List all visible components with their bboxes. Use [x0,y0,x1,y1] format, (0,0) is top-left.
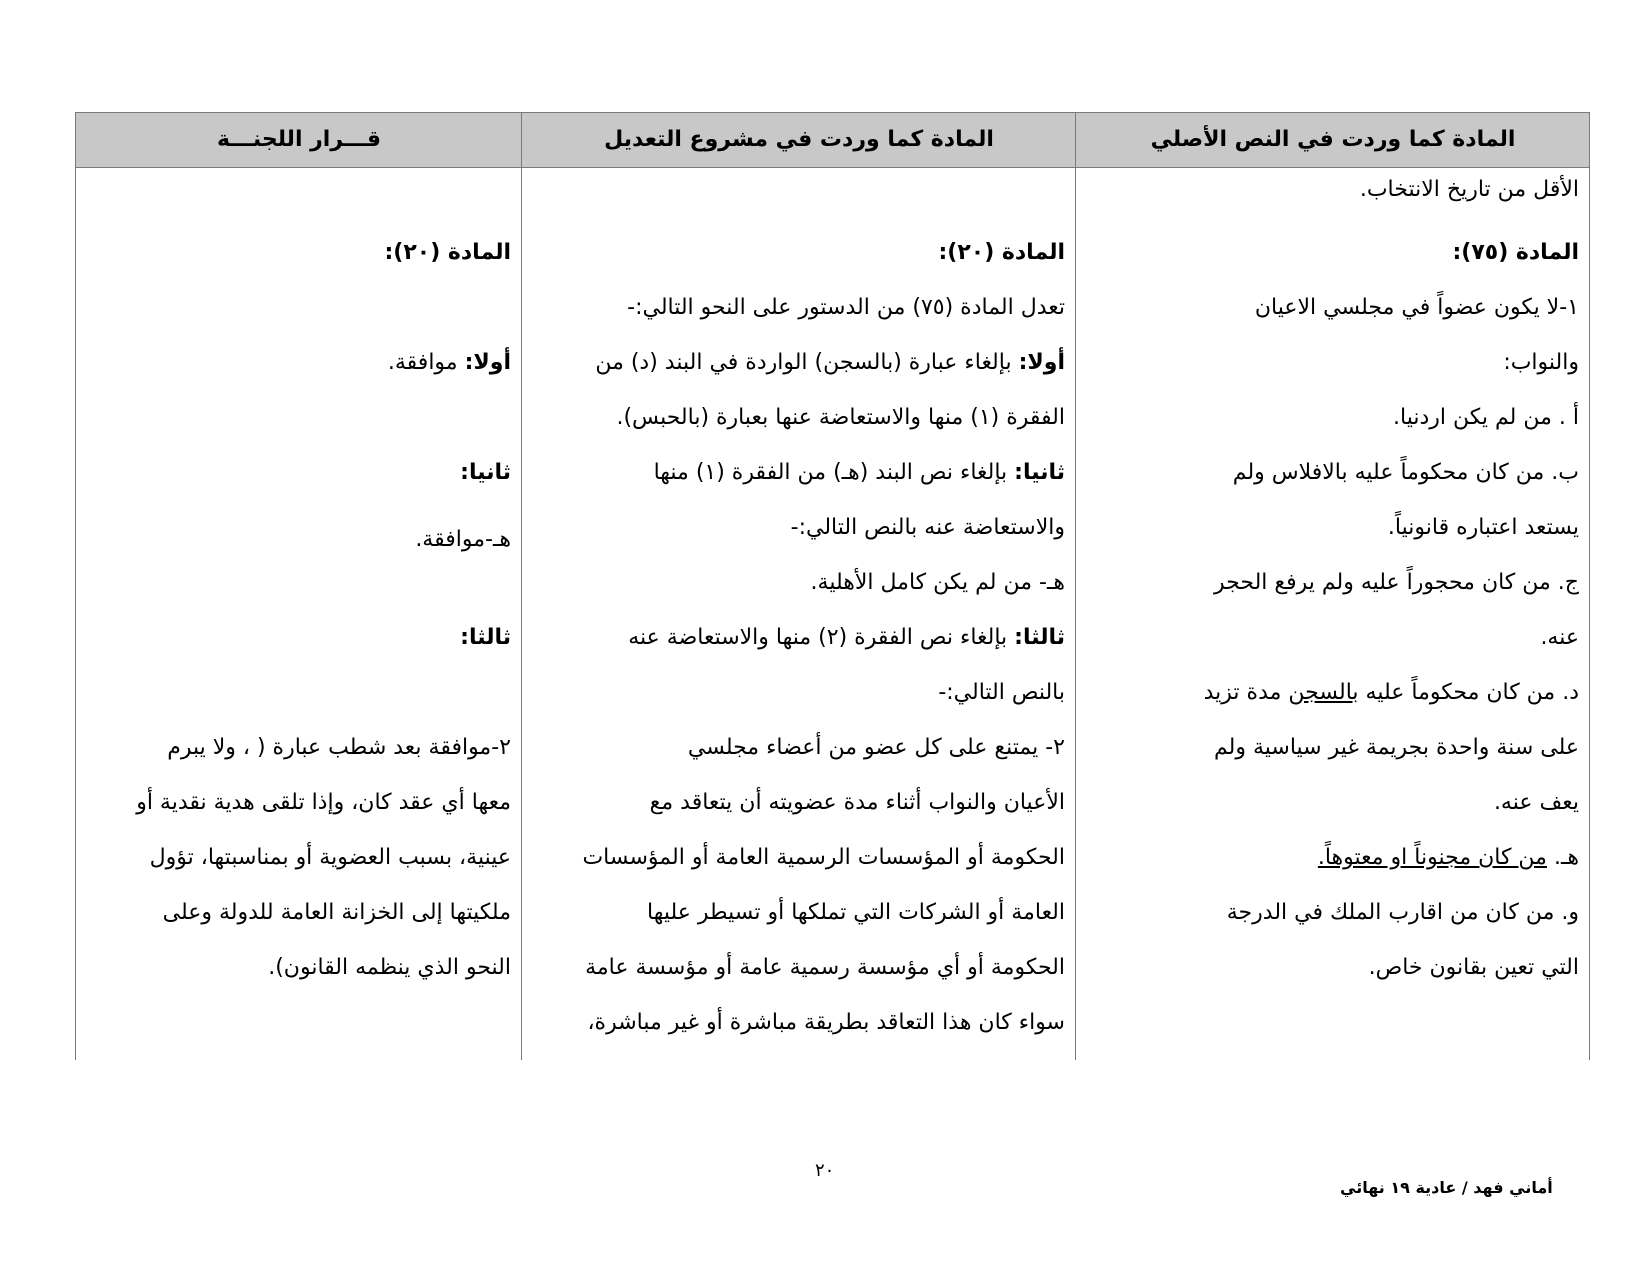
committee-column [85,225,511,995]
clause-label: ثالثا: [1014,625,1065,650]
text-segment: بإلغاء نص الفقرة (٢) منها والاستعاضة عنه [628,625,1008,650]
amendment-article-heading [531,225,1065,280]
header-original-text: المادة كما وردت في النص الأصلي [1150,127,1516,152]
committee-line [85,390,511,445]
committee-line: ملكيتها إلى الخزانة العامة للدولة وعلى [162,900,511,925]
original-line [1085,665,1579,720]
original-line: الأقل من تاريخ الانتخاب. [1359,177,1579,202]
original-line: والنواب: [1503,350,1579,375]
text-segment: د. من كان محكوماً عليه [1365,680,1579,705]
original-line: عنه. [1540,625,1579,650]
amendment-line: ٢- يمتنع على كل عضو من أعضاء مجلسي [687,735,1065,760]
amendment-line: بالنص التالي:- [938,680,1065,705]
column-divider [521,112,522,1060]
original-line: على سنة واحدة بجريمة غير سياسية ولم [1214,735,1579,760]
original-line: أ . من لم يكن اردنيا. [1393,405,1579,430]
amendment-line: الفقرة (١) منها والاستعاضة عنها بعبارة (بالحبس). [616,405,1065,430]
committee-line [85,665,511,720]
clause-label: ثالثا: [460,625,511,650]
amendment-line: سواء كان هذا التعاقد بطريقة مباشرة أو غير مباشرة، [587,1010,1065,1035]
amendment-line: الحكومة أو المؤسسات الرسمية العامة أو المؤسسات [582,845,1065,870]
original-line: ١-لا يكون عضواً في مجلسي الاعيان [1254,295,1579,320]
amendment-line [531,445,1065,500]
text-segment: بإلغاء عبارة (بالسجن) الواردة في البند (د) من [595,350,1012,375]
clause-label: ثانيا: [460,460,511,485]
committee-line: هـ-موافقة. [415,527,511,552]
table-border-left [75,112,76,1060]
committee-line: النحو الذي ينظمه القانون). [268,955,511,980]
original-article-heading [1085,225,1579,280]
original-text-column [1085,170,1579,995]
amendment-line: الأعيان والنواب أثناء مدة عضويته أن يتعاقد مع [649,790,1065,815]
text-segment: مدة تزيد [1203,680,1282,705]
original-line: ب. من كان محكوماً عليه بالافلاس ولم [1232,460,1579,485]
amendment-column [531,225,1065,1050]
clause-label: أولا: [464,350,511,375]
committee-line [85,280,511,335]
original-line [1085,830,1579,885]
amendment-line: العامة أو الشركات التي تملكها أو تسيطر عليها [647,900,1065,925]
table-border-right [1589,112,1590,1060]
original-line: ج. من كان محجوراً عليه ولم يرفع الحجر [1214,570,1579,595]
amendment-line: هـ- من لم يكن كامل الأهلية. [810,570,1065,595]
amendment-line: الحكومة أو أي مؤسسة رسمية عامة أو مؤسسة عامة [585,955,1065,980]
committee-line: عينية، بسبب العضوية أو بمناسبتها، تؤول [149,845,511,870]
column-divider [1075,112,1076,1060]
clause-label: ثانيا: [1014,460,1065,485]
amendment-line [531,335,1065,390]
article-title: المادة (٧٥): [1452,240,1579,265]
original-line: التي تعين بقانون خاص. [1368,955,1579,980]
committee-article-heading [85,225,511,280]
page-number: ٢٠ [815,1160,835,1181]
original-line: يستعد اعتباره قانونياً. [1387,515,1579,540]
amendment-line: والاستعاضة عنه بالنص التالي:- [790,515,1065,540]
header-amendment: المادة كما وردت في مشروع التعديل [604,127,994,152]
comparison-table [75,112,1590,1060]
text-segment: بإلغاء نص البند (هـ) من الفقرة (١) منها [653,460,1008,485]
committee-line: معها أي عقد كان، وإذا تلقى هدية نقدية أو [136,790,511,815]
text-segment: هـ. [1553,845,1579,870]
article-title: المادة (٢٠): [938,240,1065,265]
footer-note: أماني فهد / عادية ١٩ نهائي [1340,1178,1553,1197]
underlined-text: من كان مجنوناً او معتوهاً. [1317,845,1547,870]
original-line: و. من كان من اقارب الملك في الدرجة [1226,900,1579,925]
header-committee-decision: قـــرار اللجنـــة [216,127,382,152]
amendment-line: تعدل المادة (٧٥) من الدستور على النحو التالي:- [627,295,1065,320]
text-segment: موافقة. [387,350,458,375]
amendment-line [531,610,1065,665]
committee-line: ٢-موافقة بعد شطب عبارة ( ، ولا يبرم [167,735,511,760]
clause-label: أولا: [1018,350,1065,375]
committee-line [85,610,511,665]
table-header-row [75,112,1590,168]
original-line: يعف عنه. [1493,790,1579,815]
committee-line [85,445,511,500]
article-title: المادة (٢٠): [384,240,511,265]
committee-line [85,335,511,390]
underlined-text: بالسجن [1288,680,1359,705]
